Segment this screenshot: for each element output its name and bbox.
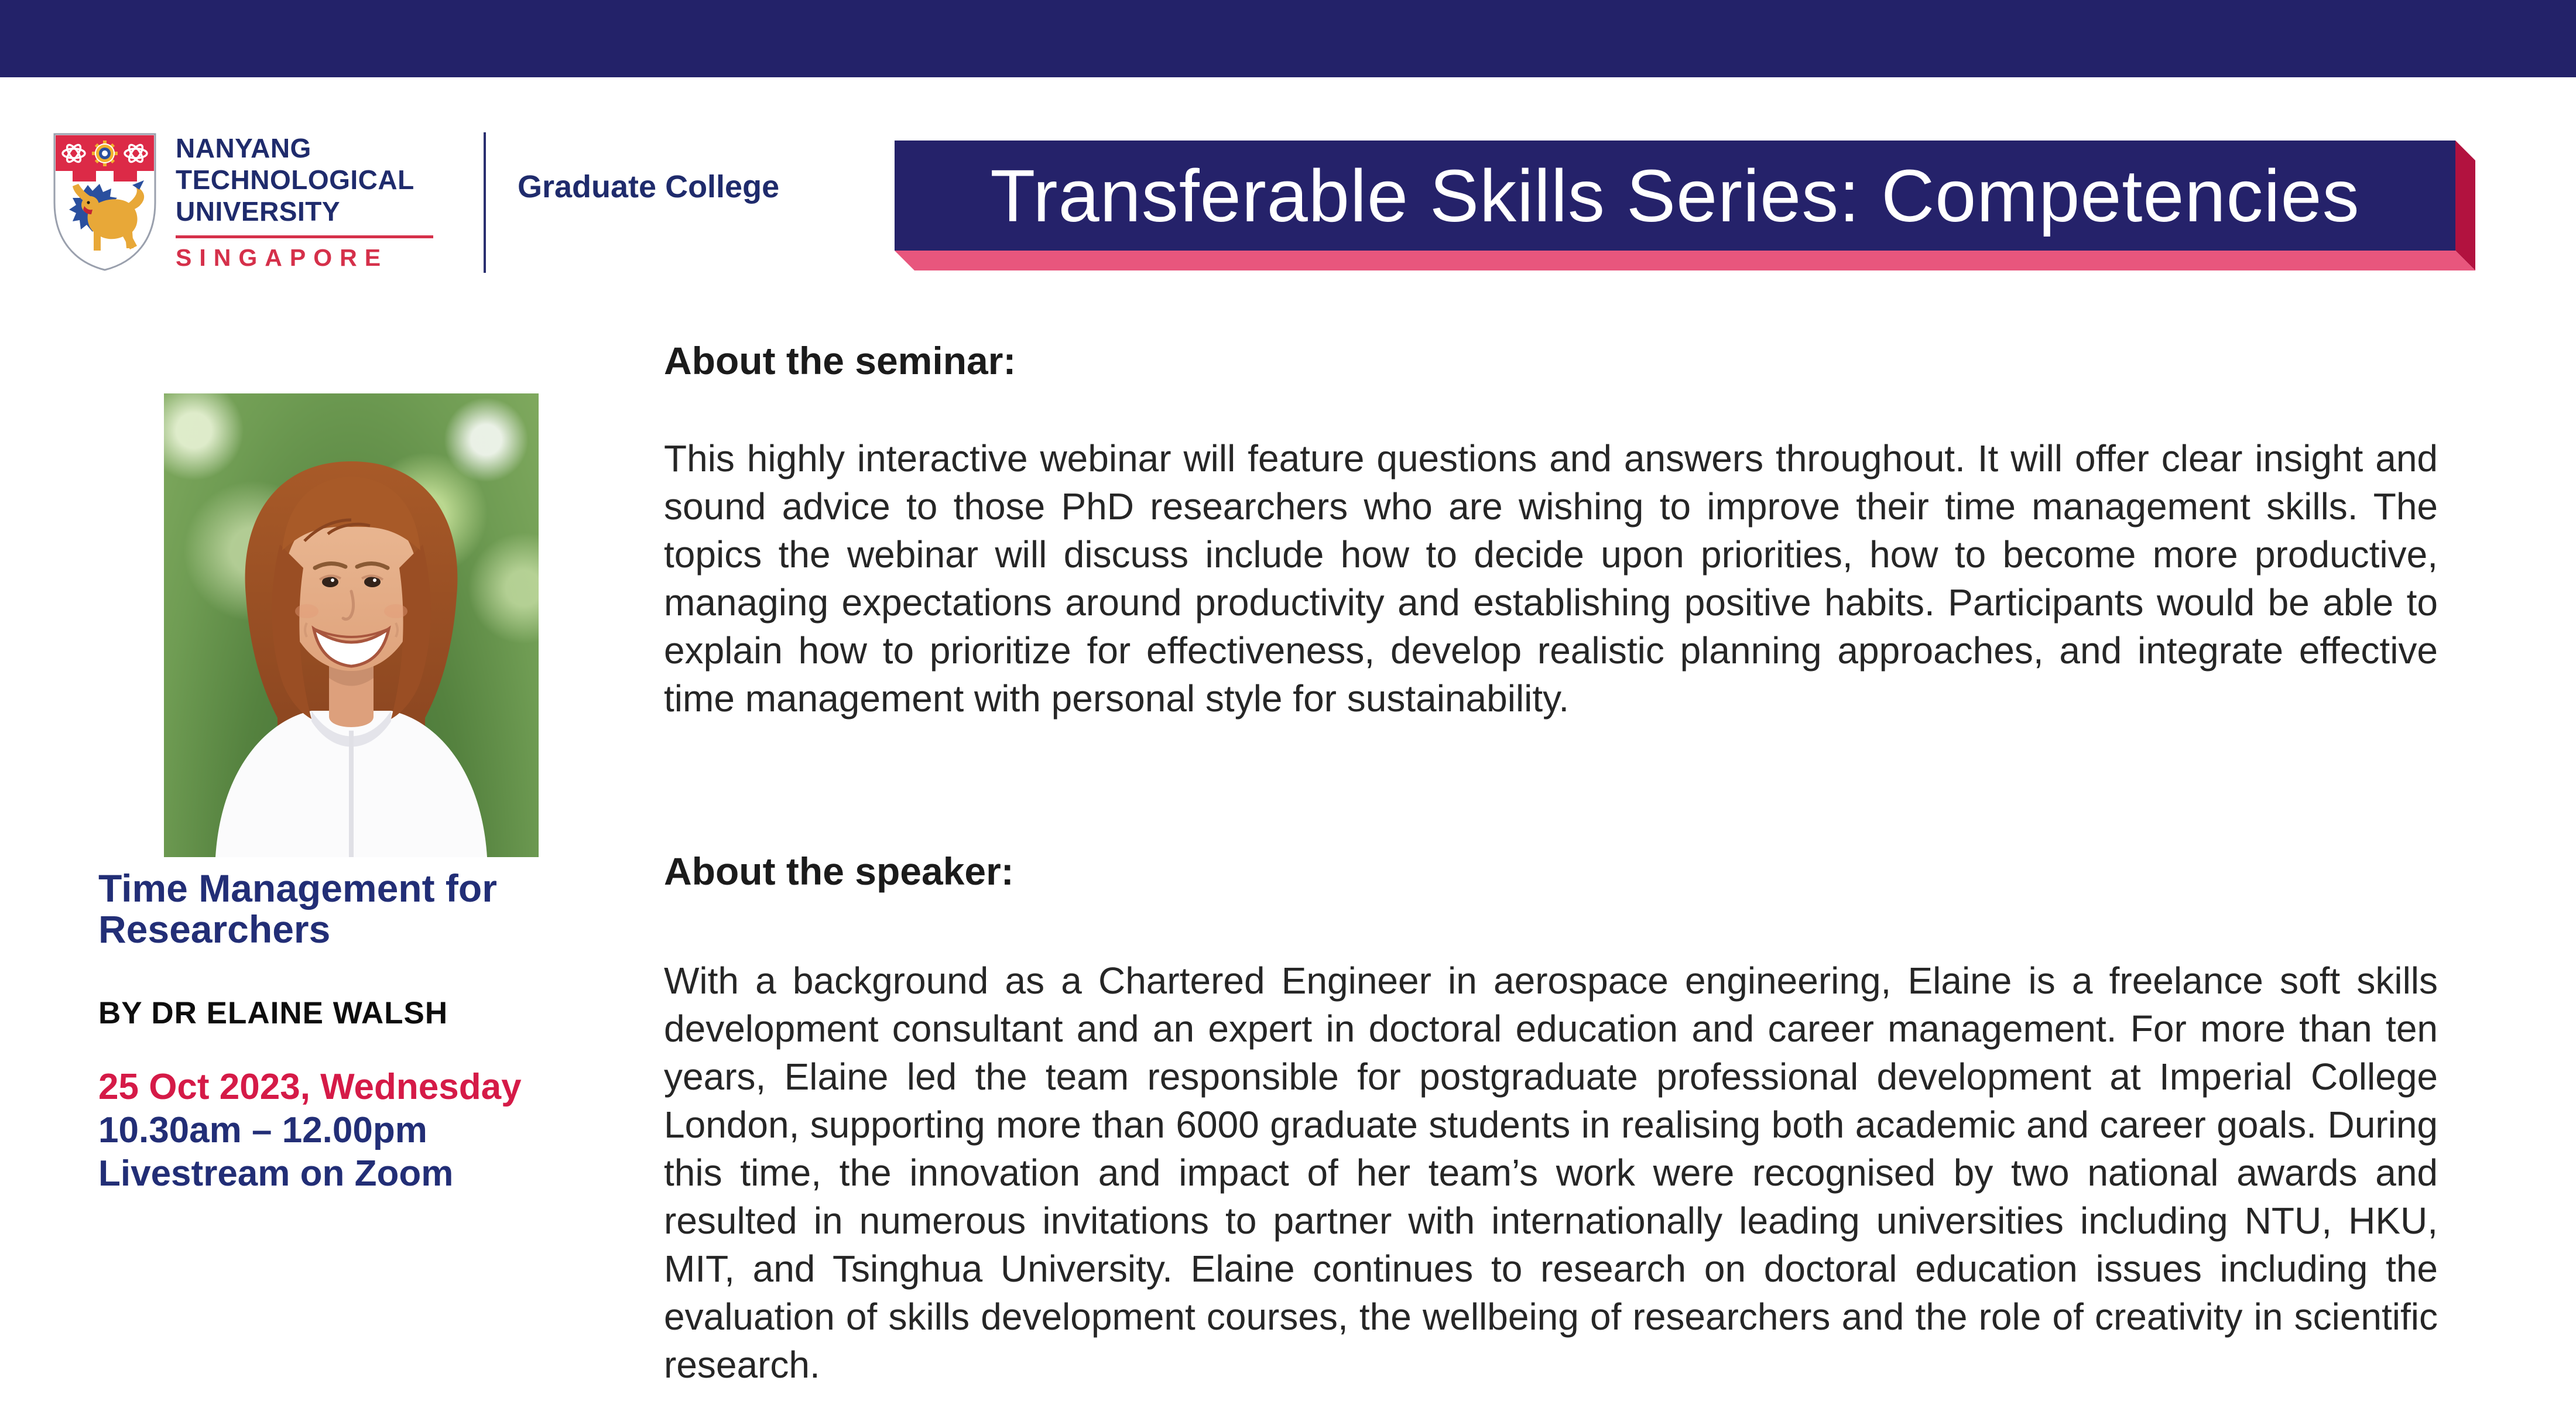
about-seminar-heading: About the seminar: — [664, 339, 1016, 382]
speaker-photo — [164, 393, 539, 857]
ntu-wordmark — [176, 132, 480, 272]
about-speaker-heading: About the speaker: — [664, 850, 1014, 893]
series-banner-bevel-right — [2455, 141, 2475, 270]
talk-title: Time Management for Researchers — [98, 866, 497, 951]
ntu-crest-icon — [52, 131, 158, 273]
event-platform: Livestream on Zoom — [98, 1153, 454, 1194]
wordmark-line-2: TECHNOLOGICAL — [176, 165, 415, 195]
series-banner-face — [895, 141, 2455, 251]
about-speaker-paragraph: With a background as a Chartered Engineer in aerospace engineering, Elaine is a freelance soft skills development consultant and an expert in doctoral education and career management. For more than ten years, Elaine led the team responsible for postgraduate professional development at Imperial College London, supporting more than 6000 graduate students in realising both academic and career goals. During this time, the innovation and impact of her team’s work were recognised by two national awards and resulted in numerous invitations to partner with internationally leading universities including NTU, HKU, MIT, and Tsinghua University. Elaine continues to research on doctoral education issues including the evaluation of skills development courses, the wellbeing of researchers and the role of creativity in scientific research. — [664, 960, 2438, 1386]
series-banner-title: Transferable Skills Series: Competencies — [990, 154, 2360, 237]
event-time: 10.30am – 12.00pm — [98, 1110, 427, 1150]
event-details — [98, 1066, 522, 1196]
wordmark-line-3: UNIVERSITY — [176, 196, 341, 227]
event-date: 25 Oct 2023, Wednesday — [98, 1067, 522, 1107]
logo-divider — [484, 132, 486, 273]
wordmark-red-rule — [176, 235, 433, 238]
about-seminar-paragraph: This highly interactive webinar will feature questions and answers throughout. It will offer clear insight and sound advice to those PhD researchers who are wishing to improve their time management skills. The topics the webinar will discuss include how to decide upon priorities, how to become more productive, managing expectations around productivity and establishing positive habits. Participants would be able to explain how to prioritize for effectiveness, develop realistic planning approaches, and integrate effective time management with personal style for sustainability. — [664, 437, 2438, 720]
series-banner-bevel-bottom — [895, 251, 2475, 270]
college-label: Graduate College — [518, 169, 780, 204]
speaker-byline: BY DR ELAINE WALSH — [98, 996, 448, 1030]
wordmark-country: SINGAPORE — [176, 244, 389, 271]
top-navy-bar — [0, 0, 2576, 77]
series-banner — [895, 141, 2475, 270]
wordmark-line-1: NANYANG — [176, 133, 311, 163]
